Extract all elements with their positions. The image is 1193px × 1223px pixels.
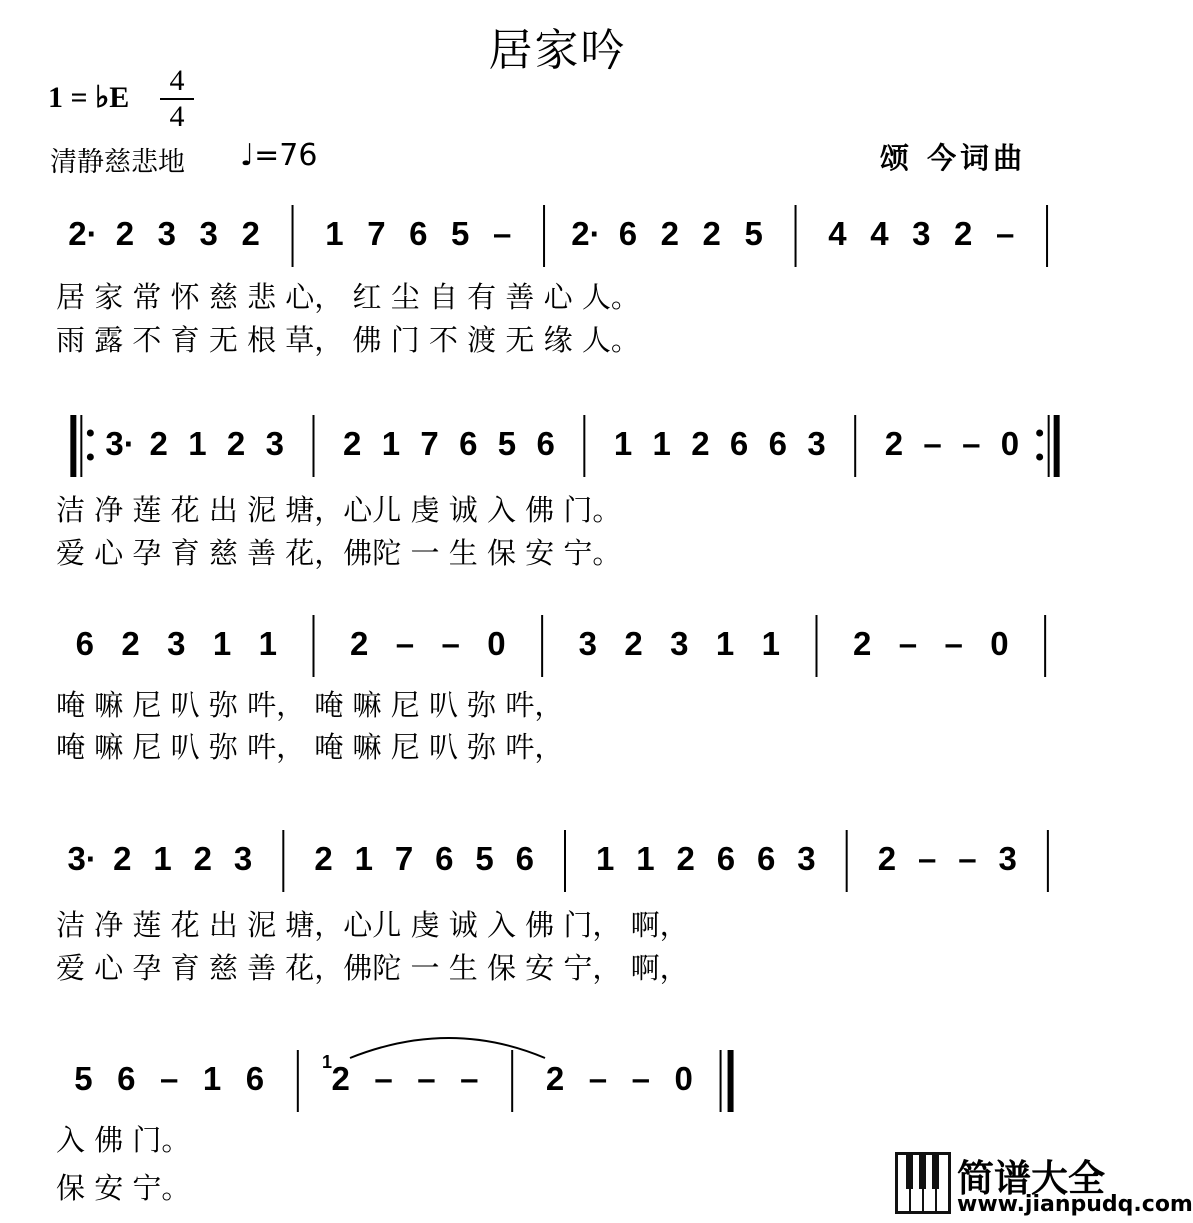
- volta-number: 1: [322, 1052, 333, 1072]
- note: 5: [475, 840, 494, 877]
- expression-mark: 清静慈悲地: [50, 147, 185, 178]
- lyric-line: 唵 嘛 尼 叭 弥 吽， 唵 嘛 尼 叭 弥 吽，: [56, 730, 564, 764]
- note: 7: [420, 425, 439, 462]
- note: 6: [75, 625, 95, 662]
- note: 6: [515, 840, 534, 877]
- note: 1: [715, 625, 735, 662]
- note: –: [441, 625, 460, 662]
- note: 7: [394, 840, 414, 877]
- note: 2: [702, 215, 721, 252]
- watermark-url: www.jianpudq.com: [957, 1192, 1193, 1217]
- note: –: [898, 625, 918, 662]
- key-signature: 1 = ♭E: [48, 81, 130, 114]
- lyric-line: 居 家 常 怀 慈 悲 心， 红 尘 自 有 善 心 人。: [56, 280, 640, 314]
- note: 1: [188, 425, 207, 462]
- note: –: [958, 840, 977, 877]
- lyric-line: 雨 露 不 育 无 根 草， 佛 门 不 渡 无 缘 人。: [56, 323, 640, 357]
- tempo-mark: ♩=76: [240, 138, 318, 173]
- note: 1: [212, 625, 232, 662]
- note: 3: [233, 840, 253, 877]
- note: 1: [381, 425, 401, 462]
- note: 3: [199, 215, 218, 252]
- note: 1: [761, 625, 780, 662]
- note: 2: [545, 1060, 565, 1097]
- note: 0: [990, 625, 1009, 662]
- note: –: [995, 215, 1015, 252]
- note: 2: [624, 625, 643, 662]
- note: 1: [258, 625, 277, 662]
- note: 6: [435, 840, 454, 877]
- note: –: [631, 1060, 650, 1097]
- lyric-line: 洁 净 莲 花 出 泥 塘，心儿 虔 诚 入 佛 门。: [56, 493, 622, 527]
- note: 2: [350, 625, 369, 662]
- note: 6: [618, 215, 638, 252]
- lyric-line: 爱 心 孕 育 慈 善 花，佛陀 一 生 保 安 宁， 啊，: [56, 951, 689, 985]
- lyric-line: 洁 净 莲 花 出 泥 塘，心儿 虔 诚 入 佛 门， 啊，: [56, 908, 689, 942]
- time-signature-bottom: 4: [169, 100, 185, 133]
- repeat-dot: [1036, 454, 1043, 461]
- watermark: [895, 1150, 1193, 1218]
- note: 2: [884, 425, 904, 462]
- note: 1: [354, 840, 373, 877]
- note: 3: [265, 425, 284, 462]
- note: 3·: [105, 425, 135, 462]
- note: 2: [853, 625, 872, 662]
- note: 3: [807, 425, 826, 462]
- note: 1: [613, 425, 633, 462]
- piano-keys-icon: [895, 1150, 951, 1216]
- note: 2: [660, 215, 679, 252]
- note: 2: [314, 840, 333, 877]
- note: 2: [954, 215, 973, 252]
- note: 3: [912, 215, 931, 252]
- note: –: [374, 1060, 393, 1097]
- note: 5: [497, 425, 517, 462]
- note: 1: [325, 215, 344, 252]
- score-title: 居家吟: [488, 25, 627, 76]
- note: 0: [1000, 425, 1020, 462]
- note: 7: [367, 215, 386, 252]
- note: 3: [167, 625, 186, 662]
- note: –: [395, 625, 415, 662]
- note: 6: [768, 425, 787, 462]
- note: 3: [797, 840, 816, 877]
- note: 2: [676, 840, 695, 877]
- lyric-line: 唵 嘛 尼 叭 弥 吽， 唵 嘛 尼 叭 弥 吽，: [56, 688, 564, 722]
- note: 2: [115, 215, 135, 252]
- credit-line: 颂 今词曲: [880, 141, 1027, 175]
- note: 5: [744, 215, 763, 252]
- note: –: [923, 425, 942, 462]
- note: 5: [451, 215, 470, 252]
- lyric-line: 入 佛 门。: [56, 1123, 191, 1157]
- note: 6: [245, 1060, 265, 1097]
- note: 3: [157, 215, 176, 252]
- note: 6: [409, 215, 428, 252]
- note: 1: [202, 1060, 222, 1097]
- note: 0: [674, 1060, 693, 1097]
- repeat-dot: [87, 430, 94, 437]
- note: 1: [596, 840, 615, 877]
- note: –: [417, 1060, 436, 1097]
- watermark-title: 简谱大全: [957, 1157, 1105, 1200]
- note: 1: [652, 425, 671, 462]
- lyric-line: 保 安 宁。: [56, 1171, 191, 1205]
- note: 2: [226, 425, 246, 462]
- note: –: [460, 1060, 479, 1097]
- note: –: [160, 1060, 179, 1097]
- note: 6: [536, 425, 555, 462]
- note: 2·: [571, 215, 601, 252]
- note: 6: [459, 425, 478, 462]
- note: 2: [241, 215, 260, 252]
- note: 6: [729, 425, 749, 462]
- note: 6: [757, 840, 776, 877]
- note: 2: [121, 625, 140, 662]
- tie-arc: [350, 1038, 545, 1058]
- note: 4: [870, 215, 889, 252]
- note: 0: [487, 625, 506, 662]
- note: –: [917, 840, 937, 877]
- note: 2: [113, 840, 132, 877]
- time-signature-top: 4: [169, 64, 185, 97]
- note: 2: [193, 840, 213, 877]
- note: 2: [149, 425, 168, 462]
- note: 5: [74, 1060, 93, 1097]
- note: 6: [716, 840, 736, 877]
- note: 6: [117, 1060, 136, 1097]
- note: 2: [343, 425, 362, 462]
- lyric-line: 爱 心 孕 育 慈 善 花，佛陀 一 生 保 安 宁。: [56, 536, 622, 570]
- note: 2: [877, 840, 897, 877]
- note: 3: [670, 625, 689, 662]
- note: 4: [828, 215, 847, 252]
- note: –: [588, 1060, 608, 1097]
- repeat-dot: [1036, 430, 1043, 437]
- note: 3: [578, 625, 598, 662]
- note: 2·: [68, 215, 98, 252]
- note: 3·: [67, 840, 97, 877]
- note: 1: [636, 840, 655, 877]
- note: 2: [691, 425, 710, 462]
- note: –: [944, 625, 963, 662]
- note: 3: [998, 840, 1017, 877]
- note: 1: [153, 840, 172, 877]
- repeat-dot: [87, 454, 94, 461]
- note: 2: [331, 1060, 350, 1097]
- note: –: [962, 425, 981, 462]
- note: –: [492, 215, 512, 252]
